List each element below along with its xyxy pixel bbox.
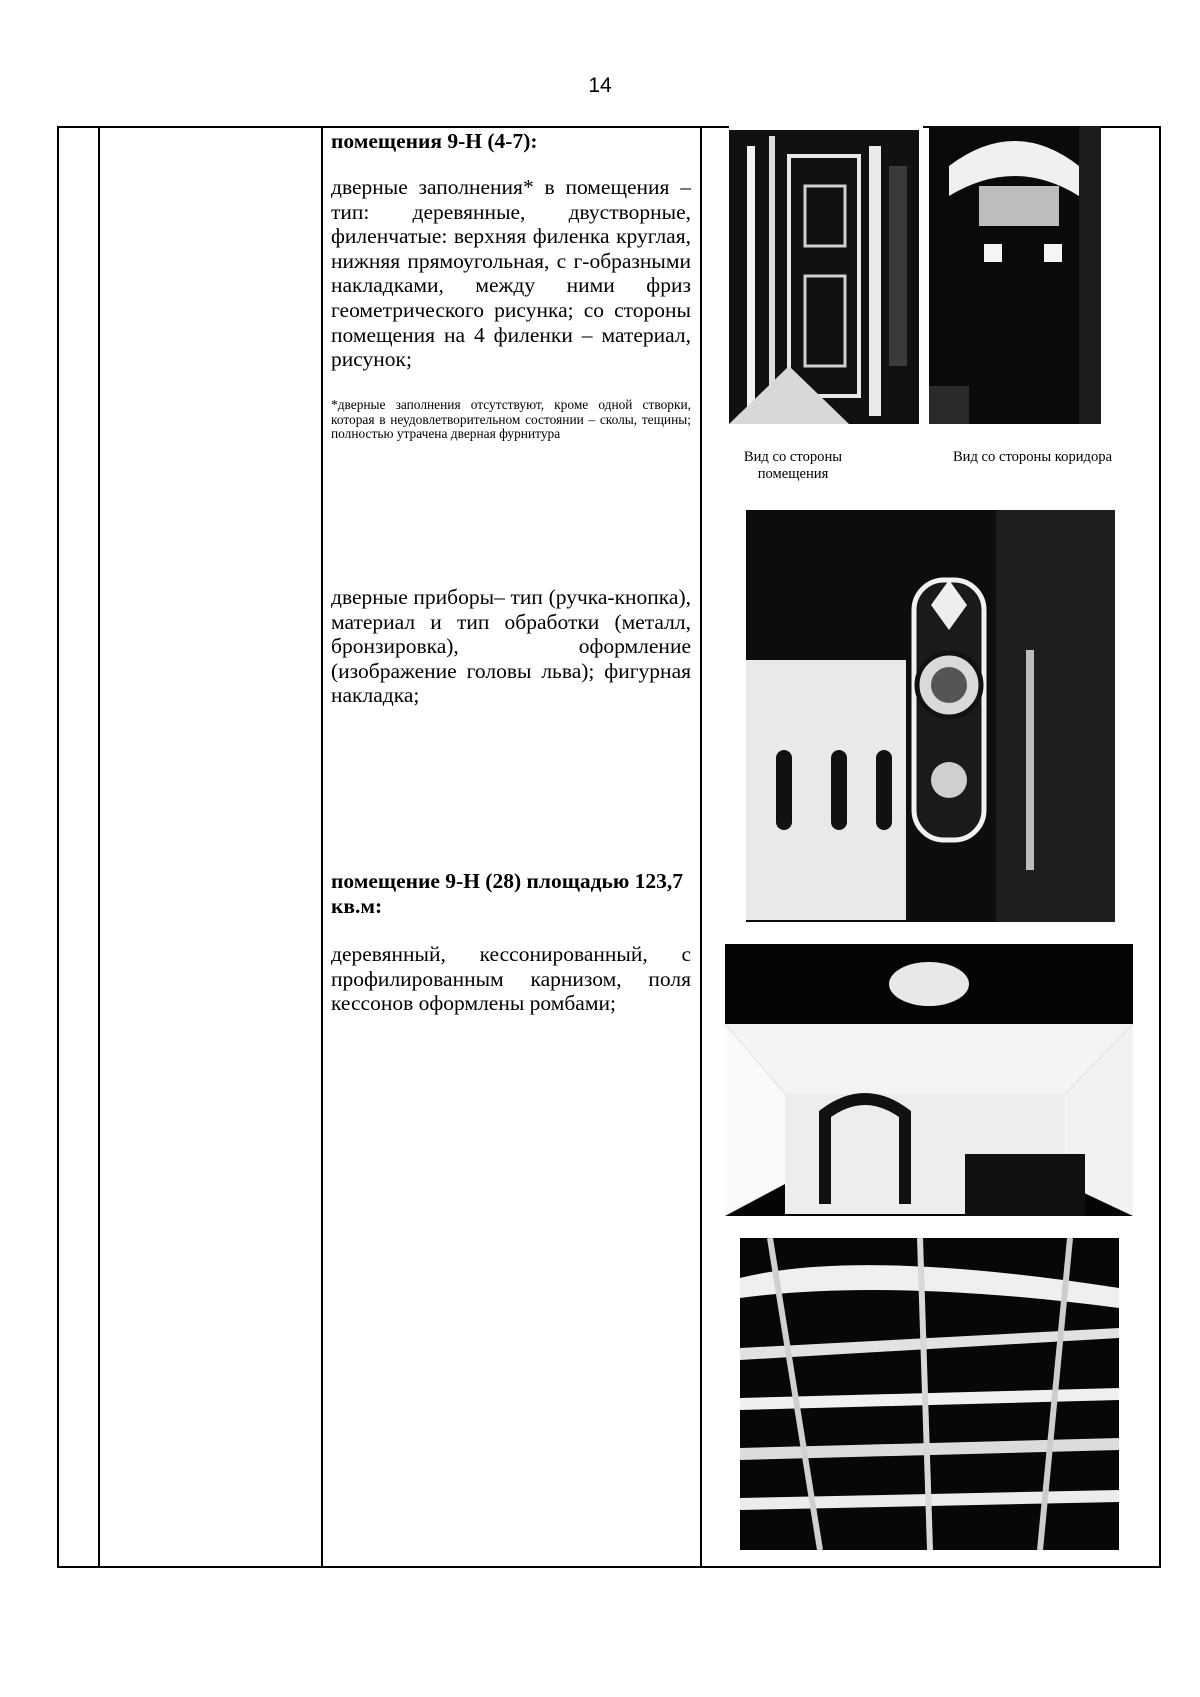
- ceiling-description: деревянный, кессонированный, с профилированным карнизом, поля кессонов оформлены ромбами;: [331, 942, 691, 1016]
- page-number: 14: [588, 74, 612, 97]
- photo-caption: Вид со стороны помещения: [743, 449, 843, 482]
- photo-ceiling-coffers: [740, 1238, 1119, 1550]
- photo-ceiling-room: [725, 944, 1133, 1216]
- table-column-divider: [98, 126, 100, 1568]
- photo-door-corridor-side: [929, 126, 1101, 424]
- door-devices-description: дверные приборы– тип (ручка-кнопка), материал и тип обработки (металл, бронзировка), оформление (изображение головы льва); фигурная накладка;: [331, 585, 691, 708]
- section-heading-room-28: помещение 9-Н (28) площадью 123,7 кв.м:: [331, 869, 684, 918]
- photo-caption: Вид со стороны коридора: [952, 449, 1113, 465]
- door-fill-footnote: *дверные заполнения отсутствуют, кроме одной створки, которая в неудовлетворительном состоянии – сколы, тещины; полностью утрачена дверная фурнитура: [331, 397, 691, 442]
- section-heading-rooms-4-7: помещения 9-Н (4-7):: [331, 129, 538, 153]
- table-column-divider: [321, 126, 323, 1568]
- door-fill-description: дверные заполнения* в помещения – тип: деревянные, двустворные, филенчатые: верхняя филенка круглая, нижняя прямоугольная, с г-образными накладками, между ними фриз геометрического рисунка; со стороны помещения на 4 филенки – материал, рисунок;: [331, 175, 691, 372]
- photo-door-room-side: [729, 126, 923, 424]
- photo-door-handle: [746, 510, 1115, 922]
- table-column-divider: [700, 126, 702, 1568]
